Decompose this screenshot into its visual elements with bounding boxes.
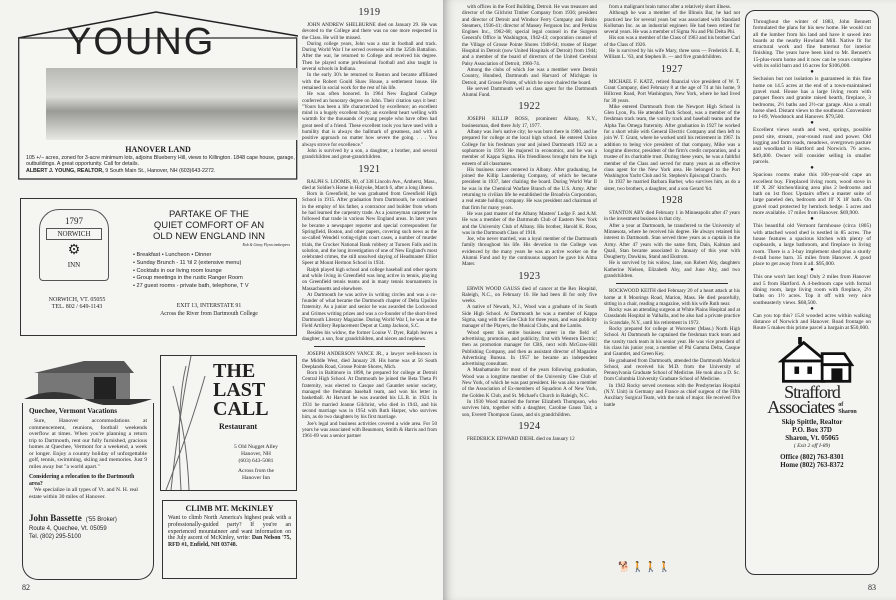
obituary-paragraph: Mike entered Dartmouth from the Newport High School in Glen Lyon, Pa. He attended Tuck School, was a member of the freshman track team, the varsity track and baseball teams and the Alpha Tau Omega fraternity. After graduation in 1927 he worked for a short while with General Electric Company and then left to join W. T. Grant, where he worked until his retirement in 1967. In addition to being vice president of that company, Mike was a longtime director, president of the firm's credit corporation, and a trustee of its charitable trust. During these years, he was a faithful member of the Class and served for many years as an effective class agent for the New York area. He belonged to the Port Washington Yacht Club and St. Stephen's Episcopal Church. xyxy=(604,103,740,180)
property-listing: Spacious rooms make this 100-year-old cape an excellent buy. Fireplaced living room, wood stove in 18' X 28' kitchen/dining area plus 2 bedrooms and bath on 1st floor. Upstairs offers a master suite of large paneled den, bedroom and 10' X 18' bath. On gravel road protected by hemlock hedge. 5 acres and more available. 17 miles from Hanover. $69,900. xyxy=(753,172,871,217)
obituary-paragraph: He was often honored. In 1964 New England College conferred an honorary degree on John. Their citation says it best: "Yours has been a life characterized by excellence; an excellent mind in a hugely excellent body; an excellent heart welling with warmth for the thousands of young people who have often had great need of a friend. These excellent tools you have used with a humility that is always the hallmark of greatness, and with a positive approach no matter how severe the going. . . . You always strove for excellence." xyxy=(302,91,437,148)
po-box: P.O. Box 37D xyxy=(792,425,832,434)
obituary-paragraph: He was past master of the Albany Masters' Lodge F. and A.M. He was a member of the Dartmouth Club of Eastern New York and the University Club of Albany. His brother, Harold K. Ross, was in the Dartmouth Class of 1918. xyxy=(462,210,597,236)
logo-strafford: Strafford xyxy=(784,381,840,402)
inn-sign xyxy=(39,209,109,281)
obituary-paragraph: In the early 30's he returned to Boston and became affiliated with the Robert Gould Shaw House, a settlement house. He remained in social work for the rest of his life. xyxy=(302,72,437,91)
realtor-name: Skip Spittle, Realtor xyxy=(781,417,843,426)
inn-address: NORWICH, VT. 05055 xyxy=(48,297,106,303)
sign-inn: INN xyxy=(67,261,81,269)
across-line: Across from the xyxy=(237,468,275,475)
obituary-paragraph: Born in Greenfield, he was graduated from Greenfield High School in 1915. After graduation from Dartmouth, he continued in the employ of his father, a contractor and builder from whom he had learned the carpentry trade. As a journeyman carpenter he followed that trade in various New England areas. In later years he became a newspaper reporter and special correspondent for Springfield, Boston, and other papers, covering such news as the so-called Wendell voting-rights court cases, a number of murder trials, the Crocker National Bank robbery at Turners Falls and its solution, and the long investigation of one of New England's most celebrated crimes, the still unsolved slaying of Headmaster Elliot Speer at Mount Hermon School in 1934. xyxy=(302,191,437,267)
listings xyxy=(753,19,871,332)
last-call-ad xyxy=(160,355,297,491)
property-listing: Can you top this? 15.8 wooded acres within walking distance of Norwich and Hanover. Road frontage on Route 5 makes this prime parcel a bargain at $50,000. xyxy=(753,312,871,332)
home-phone: Home (802) 763-8372 xyxy=(780,460,844,469)
hikers-illustration: 🐕🚶🚶🚶 xyxy=(618,562,672,573)
obituary-paragraph: Joe, who never married, was a loyal member of the Dartmouth family throughout his life. His devotion to the College was evidenced by the many years he was an active worker on the Alumni Fund and by the continuous support he gave his Alma Mater. xyxy=(462,236,597,268)
class-year-heading: 1921 xyxy=(358,163,381,175)
logo-line: THE xyxy=(213,360,256,382)
obituary-paragraph: Rocky prepared for college at Worcester (Mass.) North High School. At Dartmouth he captained the freshman track team and the varsity track team in his senior year. He was vice president of his class his junior year, a member of Phi Gamma Delta, Casque and Gauntlet, and Green Key. xyxy=(604,326,740,358)
headline-2: QUIET COMFORT OF AN xyxy=(153,220,265,231)
obituary-paragraph: JOSEPH ANDERSON VANCE JR., a lawyer well-known in the Middle West, died January 28. His home was at 56 South Deeplands Road, Grosse Pointe Shores, Mich. xyxy=(302,351,437,370)
ad-title: HANOVER LAND xyxy=(125,145,191,154)
obituary-paragraph: Born in Baltimore in 1898, he prepared for college at Detroit Central High School. At Dartmouth he joined the Beta Theta Pi fraternity, was elected to Casque and Gauntlet senior society, managed the freshman baseball team, and won his letter in basketball. At Harvard he was awarded his LL.B. in 1924. In 1931 he married Jeanne Gilchrist, who died in 1943, and his second marriage was in 1954 with Ruth Harper, who survives him, as do two daughters by his first marriage. xyxy=(302,370,437,421)
obituary-paragraph: During college years, John was a star in football and track. During World War I he served overseas with the 325th Battalion. After the war, he returned to College and received his degree. Then he played some professional football and also taught in several schools in Indiana. xyxy=(302,40,437,73)
page-number: 82 xyxy=(22,583,30,592)
obituary-paragraph: John is survived by a son, a daughter, a brother, and several grandchildren and great-grandchildren. xyxy=(302,147,437,161)
obituary-column xyxy=(604,4,740,408)
ad-title: CLIMB MT. McKINLEY xyxy=(185,504,274,513)
obituary-paragraph: Among the clubs of which Joe was a member were Detroit Country, Hundred, Dartmouth and Harvard of Michigan in Detroit, and Grosse Pointe, of which he once chaired the board. xyxy=(462,66,597,86)
logo-line: LAST xyxy=(213,379,266,401)
obituary-paragraph: A native of Newark, N.J., Wood was a graduate of its South Side High School. At Dartmouth he was a member of Kappa Sigma, sang with the Glee Club for three years, and was publicity manager of the Players, the Musical Clubs, and the Lambs. xyxy=(462,304,597,330)
divider xyxy=(314,346,425,347)
obituary-paragraph: with offices in the Ford Building, Detroit. He was treasurer and director of the Gilchrist Timber Company from 1936; president and director of Detroit and Windsor Ferry Company and Boblo Steamers, 1936-41; director of Massey Ferguson Inc. and Perkins Engines Inc., 1962-68; special legal counsel in the Surgeon General's Office in Washington, 1942-43; corporation counsel of the Village of Grosse Pointe Shores 1948-64; trustee of Harper Hospital in Detroit (now United Hospitals of Detroit) from 1944; and a member of the board of directors of the United Cerebral Palsy Association of Detroit, 1960-74. xyxy=(462,4,597,67)
obituary-paragraph: He served Dartmouth well as class agent for the Dartmouth Alumni Fund. xyxy=(462,85,597,99)
headline-3: OLD NEW ENGLAND INN xyxy=(153,231,265,242)
obituary-paragraph: After a year at Dartmouth, he transferred to the University of Minnesota, where he received his degree. He always retained his interest in Dartmouth. Stan served three years as a captain in the Army. After 47 years with the same firm, Dain, Kalman and Quail, Stan became associated in January of this year with Dougherty, Dawkins, Stand and Ekstrom. xyxy=(604,222,740,261)
norwich-inn-ad xyxy=(20,198,297,336)
ad-body: Sure, Hanover accommodations at commencement, reunions, football weekends overflow at times. When you're planning a return trip to Dartmouth, rent our fully furnished, gracious homes at Quechee, Vermont for a weekend, a week or longer. Enjoy a country holiday of unforgettable golf, tennis, swimming, skiing and memories. Just 9 miles away but "a world apart." xyxy=(29,418,147,470)
broker-phone: Tel. (802) 295-5100 xyxy=(29,533,82,540)
page-number: 83 xyxy=(868,583,876,592)
broker-note: ('55 Broker) xyxy=(85,517,117,523)
class-year-heading: 1928 xyxy=(661,195,683,207)
obituary-paragraph: Wood spent his entire business career in the field of advertising, promotion, and publicity, first with Western Electric; then as promotion manager for CBS, next with McGraw-Hill Publishing Company, and then as assistant director of Magazine Advertising Bureau. In 1957 he became an independent advertising consultant. xyxy=(462,329,597,368)
phone: (603) 643-5081 xyxy=(238,457,274,464)
obituary-paragraph: He is survived by his widow, Jane, son Robert Aby, daughters Katherine Nielsen, Elizabeth Aby, and June Aby, and two grandchildren. xyxy=(604,260,740,279)
class-year-heading: 1919 xyxy=(358,7,381,18)
quechee-ad xyxy=(22,403,154,580)
address-line: 5 Old Nugget Alley xyxy=(234,444,278,450)
obituary-paragraph: FREDERICK EDWARD DIEHL died on January 12 xyxy=(467,435,575,442)
obituary-paragraph: Joe's legal and business activities covered a wide area. For 50 years he was associated with Beaumont, Smith & Harris and from 1961-69 was a senior partner xyxy=(302,420,437,440)
obituary-column xyxy=(302,4,437,439)
obituary-paragraph: His son was a member of the Class of 1963 and his brother Carl of the Class of 1926. xyxy=(604,35,740,48)
headline-1: PARTAKE OF THE xyxy=(168,209,250,220)
right-page xyxy=(443,0,896,600)
left-page xyxy=(0,0,443,600)
obituary-paragraph: In 1930 Wood married the former Elizabeth Thompson, who survives him, together with a daughter, Caroline Gauss Tait, a son, Everett Thompson Gauss, and six grandchildren. xyxy=(462,398,597,418)
obituary-paragraph: ROCKWOOD KEITH died February 20 of a heart attack at his home at 8 Moorings Road, Marion, Mass. He died peacefully, sitting in a chair, reading a magazine, with his wife Ruth near. xyxy=(604,288,740,307)
property-listing: This one won't last long! Only 2 miles from Hanover and 5 from Hartford. A 4-bedroom cape with formal dining room, large living room with fireplace, 2½ baths on 1½ acres. Top it off with very nice southeasterly views. $68,500. xyxy=(753,274,871,306)
house-photo xyxy=(46,68,298,140)
obituary-paragraph: A Manhattanite for most of the years following graduation, Wood was a longtime member of the University Glee Club of New York, of which he was past president. He was also a member of the Association of Ex-members of Squadron A of New York, the Golden K Club, and St. Michael's Church in Raleigh, N.C. xyxy=(462,367,597,399)
obituary-paragraph: He is survived by his wife Mary, three sons — Frederick E. II, William L. '63, and Stephen B. — and five grandchildren. xyxy=(604,48,740,61)
innkeepers: Rob & Ginny Flynn innkeepers xyxy=(242,243,290,247)
bullet-separator: ● xyxy=(810,305,814,312)
broker-name: John Bassette xyxy=(29,513,82,523)
bullet-separator: ● xyxy=(810,69,814,76)
obituary-paragraph: At Dartmouth he was active in writing circles and was a co-founder of what became the Dartmouth chapter of Delta Upsilon fraternity. As a junior and senior he was awarded the Lockwood and Grimes writing prizes and was a co-founder of the short-lived Dartmouth Literary Magazine. During World War I, he was at the Field Artillery Replacement Depot at Camp Jackson, S.C. xyxy=(302,291,437,330)
service-item: • Sunday Brunch - 11 'til 2 (extensive menu) xyxy=(133,259,242,266)
obituary-paragraph: Although he was a member of the Illinois Bar, he had not practiced law for several years but was associated with Standard Kollsman Inc. as an industrial engineer. He had been retired for several years. He was a member of Sigma Nu and Phi Delta Phi. xyxy=(604,10,740,36)
young-ad xyxy=(18,8,298,180)
grass-illustration xyxy=(161,356,211,490)
realtor-address: 9 South Main St., Hanover, NH (603)643-2272. xyxy=(105,167,216,174)
covered-bridge-illustration xyxy=(24,355,152,405)
obituary-paragraph: In 1937 he married Barbara Barber, who survives him, as do a sister, two brothers, a daughter, and a son Gerard '64. xyxy=(604,179,740,192)
class-year-heading: 1924 xyxy=(518,420,541,432)
bullet-separator: ● xyxy=(810,216,814,223)
obituary-paragraph: RALPH S. LOOMIS, 80, of 338 Lincoln Ave., Amherst, Mass., died at Soldier's Home in Holyoke, March 6, after a long illness. xyxy=(302,178,437,191)
obituary-paragraph: He graduated from Dartmouth, attended the Dartmouth Medical School, and received his M.D. from the University of Pennsylvania Graduate School of Medicine. He took also a D. Sc. from Columbia University Graduate School of Medicine. xyxy=(604,357,740,383)
obituary-paragraph: JOHN ANDREW SHELBURNE died on January 29. He was devoted to the College and there was no one more respected in the Class. He will be missed. xyxy=(302,22,437,41)
obituary-paragraph: Ralph played high school and college baseball and other sports and while living in Greenfield was long active in tennis, playing on Greenfield tennis teams and in many tennis tournaments in Massachusetts and elsewhere. xyxy=(302,266,437,292)
obituary-column xyxy=(462,4,597,442)
obituary-paragraph: ERWIN WOOD GAUSS died of cancer at the Rex Hospital, Raleigh, N.C., on February 10. He had been ill for only five weeks. xyxy=(462,285,597,305)
obituary-paragraph: JOSEPH KILLIP ROSS, prominent Albany, N.Y., businessman, died there July 17, 1977. xyxy=(462,116,597,129)
bullet-separator: ● xyxy=(810,120,814,127)
obituary-paragraph: His business career centered in Albany. After graduating, he joined the Killip Laundering Company, of which he became president in 1937, later chairing the board. During World War II he was in the Chemical Warfare Branch of the U.S. Army. After returning to civilian life he established the Broadvia Corporation, a real estate holding company. He was president and chairman of that firm for many years. xyxy=(462,166,597,211)
obituary-paragraph: Rocky was an attending surgeon at White Plains Hospital and at Grasslands Hospital in Valhalla, and he also had a private practice in Scarsdale, N.Y., until his retirement in 1972. xyxy=(604,307,740,326)
obituary-paragraph: MICHAEL F. KATZ, retired financial vice president of W. T. Grant Company, died February 8 at the age of 74 at his home, 9 Hillcrest Road, Port Washington, New York, where he had lived for 30 years. xyxy=(604,78,740,104)
service-item: • Group meetings in the rustic Ranger Room xyxy=(133,275,243,282)
logo-of: of xyxy=(838,401,844,408)
across-line: Hanover Inn xyxy=(241,475,271,482)
farmhouse-logo-icon xyxy=(770,337,854,385)
exit-info: EXIT 13, INTERSTATE 91 xyxy=(176,303,242,309)
logo-line: CALL xyxy=(213,398,269,420)
across-river: Across the River from Dartmouth College xyxy=(160,310,258,317)
class-year-heading: 1927 xyxy=(661,63,683,75)
service-item: • Cocktails in our living room lounge xyxy=(133,267,222,274)
service-item: • 27 guest rooms - private bath, telephone, T V xyxy=(133,283,249,290)
ad-title: Quechee, Vermont Vacations xyxy=(29,407,118,415)
exit-note: ( Exit 2 off I-89) xyxy=(793,442,831,449)
young-logo: YOUNG xyxy=(66,21,216,63)
relocation-body: We specialize in all types of Vt. and N. H. real estate within 30 miles of Hanover. xyxy=(29,487,138,500)
office-phone: Office (802) 763-8301 xyxy=(780,452,844,461)
property-listing: Excellent views south and west, springs, possible pond site, stream, year-round road and power. Old logging and farm roads, meadows, overgrown pasture and woodland in Hartford and Norwich. 76 acres. $49,400. Owner will consider selling in smaller parcels. xyxy=(753,127,871,165)
obituary-paragraph: Albany was Joe's native city; he was born there in 1900, and he prepared for college at the local high school. He entered Union College for his freshman year and joined Dartmouth 1922 as a sophomore in 1919. He majored in economics, and he was a member of Kappa Sigma. His friendliness brought him the high esteem of all classmates. xyxy=(462,129,597,167)
bullet-separator: ● xyxy=(810,165,814,172)
obituary-paragraph: STANTON ABY died February 1 in Minneapolis after 47 years in the investment business in that city. xyxy=(604,210,740,223)
obituary-paragraph: Besides his widow, the former Louise V. Dyer, Ralph leaves a daughter, a son, four grandchildren, and nieces and nephews. xyxy=(302,329,437,342)
carriage-icon: ⚙ xyxy=(67,243,81,258)
property-listing: Seclusion but not isolation is guaranteed in this fine home on 14.5 acres at the end of a town-maintained gravel road. House has a large living room with parquet floors and granite raised hearth, fireplace, 3 bedrooms, 2½ baths and 2½-car garage. Also a small horse shed. Distant views to the southeast. Convenient to I-89, Woodstock and Hanover. $79,500. xyxy=(753,76,871,121)
property-listing: Throughout the winter of 1883, John Bennett formulated the plans for his new home. He would cut all the lumber from his land and have it sawed into boards at the nearby Howland Mill. Native fir for structural work and fine butternut for interior finishing. The years have been kind to Mr. Bennett's 15-plus-room home and it now can be yours complete with its solid barn and 16 acres for $106,000. xyxy=(753,19,871,70)
mckinley-ad xyxy=(162,500,297,579)
restaurant-label: Restaurant xyxy=(219,422,258,431)
broker-address: Route 4, Quechee, Vt. 05059 xyxy=(29,526,107,532)
ad-body: Want to climb North America's highest peak with a professionally-guided party? If you're an experienced mountaineer and want information on the July ascent of McKinley, write: xyxy=(168,515,291,542)
property-listing: This beautiful old Vermont farmhouse (circa 1805) with attached wood shed is nestled in 85 acres. The house features a spacious kitchen with plenty of cupboards, a large bathroom, and fireplace in living room. There is a 3-bay implement shed plus a sturdy 4-stall horse barn. 35 miles from Hanover. A good place to get away from it all. $95,000. xyxy=(753,223,871,268)
obituary-paragraph: In 1942 Rocky served overseas with the Presbyterian Hospital (N.Y. Unit) in Germany and France as chief surgeon of the Fifth Auxiliary Surgical Team, with the rank of major. He received five battle xyxy=(604,382,740,408)
relocation-subhead: Considering a relocation to the Dartmouth area? xyxy=(29,474,135,487)
address-line: Hanover, NH xyxy=(241,450,271,457)
class-year-heading: 1923 xyxy=(518,270,541,282)
bullet-separator: ● xyxy=(810,267,814,274)
sign-name: NORWICH xyxy=(46,228,102,240)
divider xyxy=(616,283,728,284)
ad-contact: Dan Nelson '75, RFD #1, Enfield, NH 03748. xyxy=(168,535,292,549)
city: Sharon, Vt. 05065 xyxy=(785,433,839,442)
logo-associates: Associates xyxy=(767,396,835,417)
service-item: • Breakfast • Luncheon • Dinner xyxy=(133,252,212,258)
inn-phone: TEL. 802 / 649-1143 xyxy=(51,304,103,310)
ad-body: 105 +/− acres, zoned for 3-acre minimum lots, adjoins Blueberry Hill, views to Killington. 1848 cape house, garage, outbuildings. A great opportunity. Call for details. xyxy=(26,155,295,168)
sign-year: 1797 xyxy=(65,216,83,226)
class-year-heading: 1922 xyxy=(518,101,541,113)
obituary-paragraph: from a malignant brain tumor after a relatively short illness. xyxy=(609,4,731,10)
realtor-name: ALBERT J. YOUNG, REALTOR, xyxy=(26,167,104,174)
logo-place: Sharon xyxy=(838,408,857,415)
strafford-ad xyxy=(745,10,879,575)
